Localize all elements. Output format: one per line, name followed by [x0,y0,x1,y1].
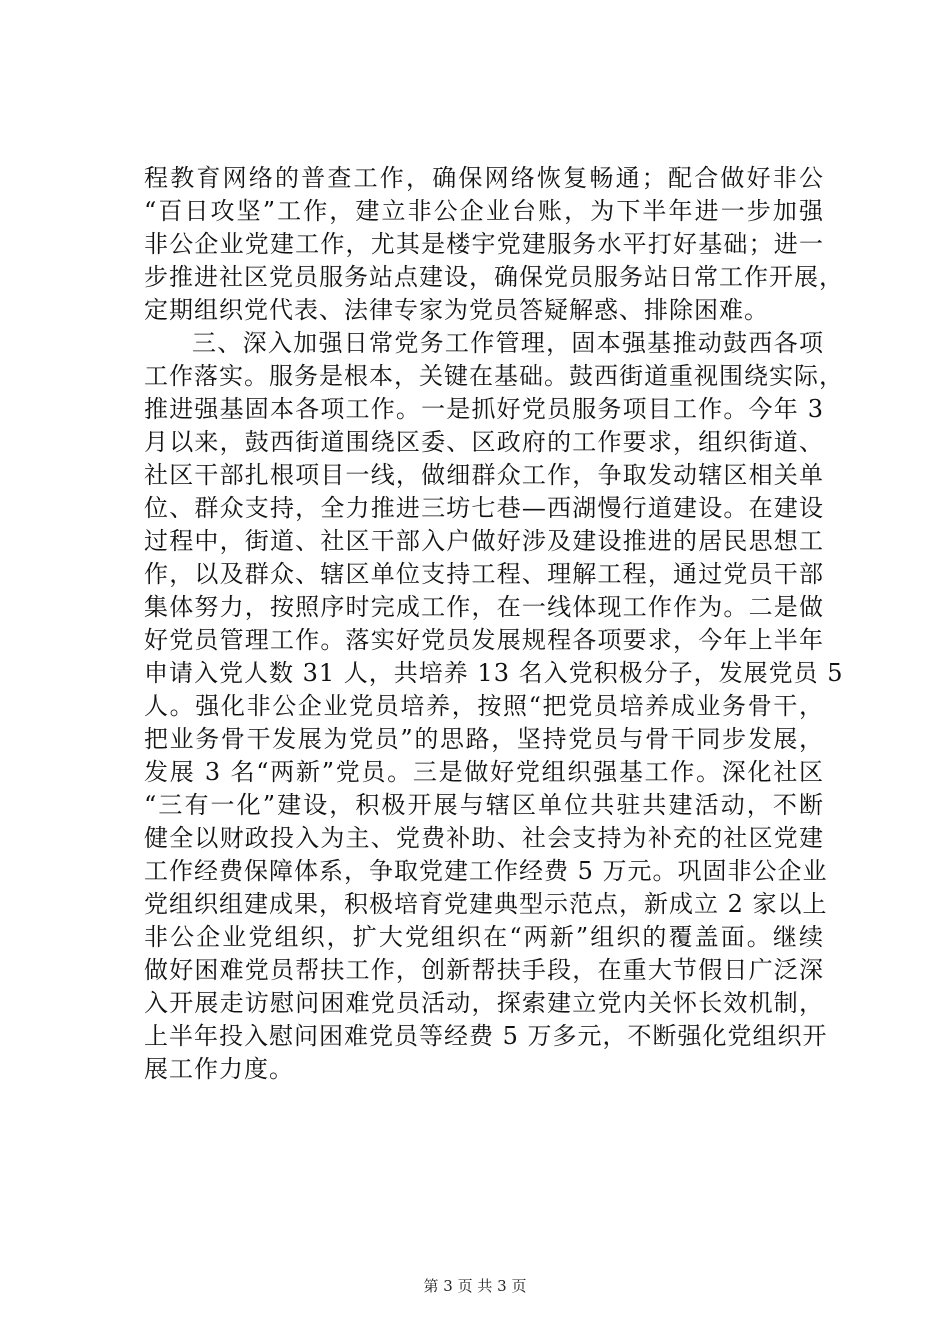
text-line: 社区干部扎根项目一线，做细群众工作，争取发动辖区相关单 [144,461,824,489]
text-line: 非公企业党建工作，尤其是楼宇党建服务水平打好基础；进一 [144,230,824,258]
text-line: 程教育网络的普查工作，确保网络恢复畅通；配合做好非公 [144,164,824,192]
document-body [144,162,844,1086]
text-line: 上半年投入慰问困难党员等经费 5 万多元，不断强化党组织开 [144,1022,828,1050]
text-line: 工作落实。服务是根本，关键在基础。鼓西街道重视围绕实际， [144,362,844,390]
text-line: 展工作力度。 [144,1055,294,1083]
text-line: 申请入党人数 31 人，共培养 13 名入党积极分子，发展党员 5 [144,659,844,687]
text-line: 定期组织党代表、法律专家为党员答疑解惑、排除困难。 [144,296,769,324]
text-line: 推进强基固本各项工作。一是抓好党员服务项目工作。今年 3 [144,395,824,423]
text-line: 位、群众支持，全力推进三坊七巷—西湖慢行道建设。在建设 [144,494,824,522]
text-line: 月以来，鼓西街道围绕区委、区政府的工作要求，组织街道、 [144,428,824,456]
text-line: 三、深入加强日常党务工作管理，固本强基推动鼓西各项 [192,329,824,357]
text-line: 工作经费保障体系，争取党建工作经费 5 万元。巩固非公企业 [144,857,828,885]
text-line: 党组织组建成果，积极培育党建典型示范点，新成立 2 家以上 [144,890,828,918]
text-line: 发展 3 名“两新”党员。三是做好党组织强基工作。深化社区 [144,758,824,786]
text-line: 把业务骨干发展为党员”的思路，坚持党员与骨干同步发展， [144,725,824,753]
paragraph-1 [144,162,844,327]
text-line: 非公企业党组织，扩大党组织在“两新”组织的覆盖面。继续 [144,923,824,951]
text-line: 入开展走访慰问困难党员活动，探索建立党内关怀长效机制， [144,989,824,1017]
page-number-footer: 第 3 页 共 3 页 [423,1277,527,1295]
text-line: 人。强化非公企业党员培养，按照“把党员培养成业务骨干， [144,692,824,720]
paragraph-2 [144,327,844,1086]
text-line: 作，以及群众、辖区单位支持工程、理解工程，通过党员干部 [144,560,824,588]
text-line: 步推进社区党员服务站点建设，确保党员服务站日常工作开展， [144,263,844,291]
text-line: “百日攻坚”工作，建立非公企业台账，为下半年进一步加强 [144,197,824,225]
text-line: 好党员管理工作。落实好党员发展规程各项要求，今年上半年 [144,626,824,654]
text-line: 过程中，街道、社区干部入户做好涉及建设推进的居民思想工 [144,527,824,555]
text-line: 集体努力，按照序时完成工作，在一线体现工作作为。二是做 [144,593,824,621]
text-line: “三有一化”建设，积极开展与辖区单位共驻共建活动，不断 [144,791,824,819]
text-line: 健全以财政投入为主、党费补助、社会支持为补充的社区党建 [144,824,824,852]
text-line: 做好困难党员帮扶工作，创新帮扶手段，在重大节假日广泛深 [144,956,824,984]
